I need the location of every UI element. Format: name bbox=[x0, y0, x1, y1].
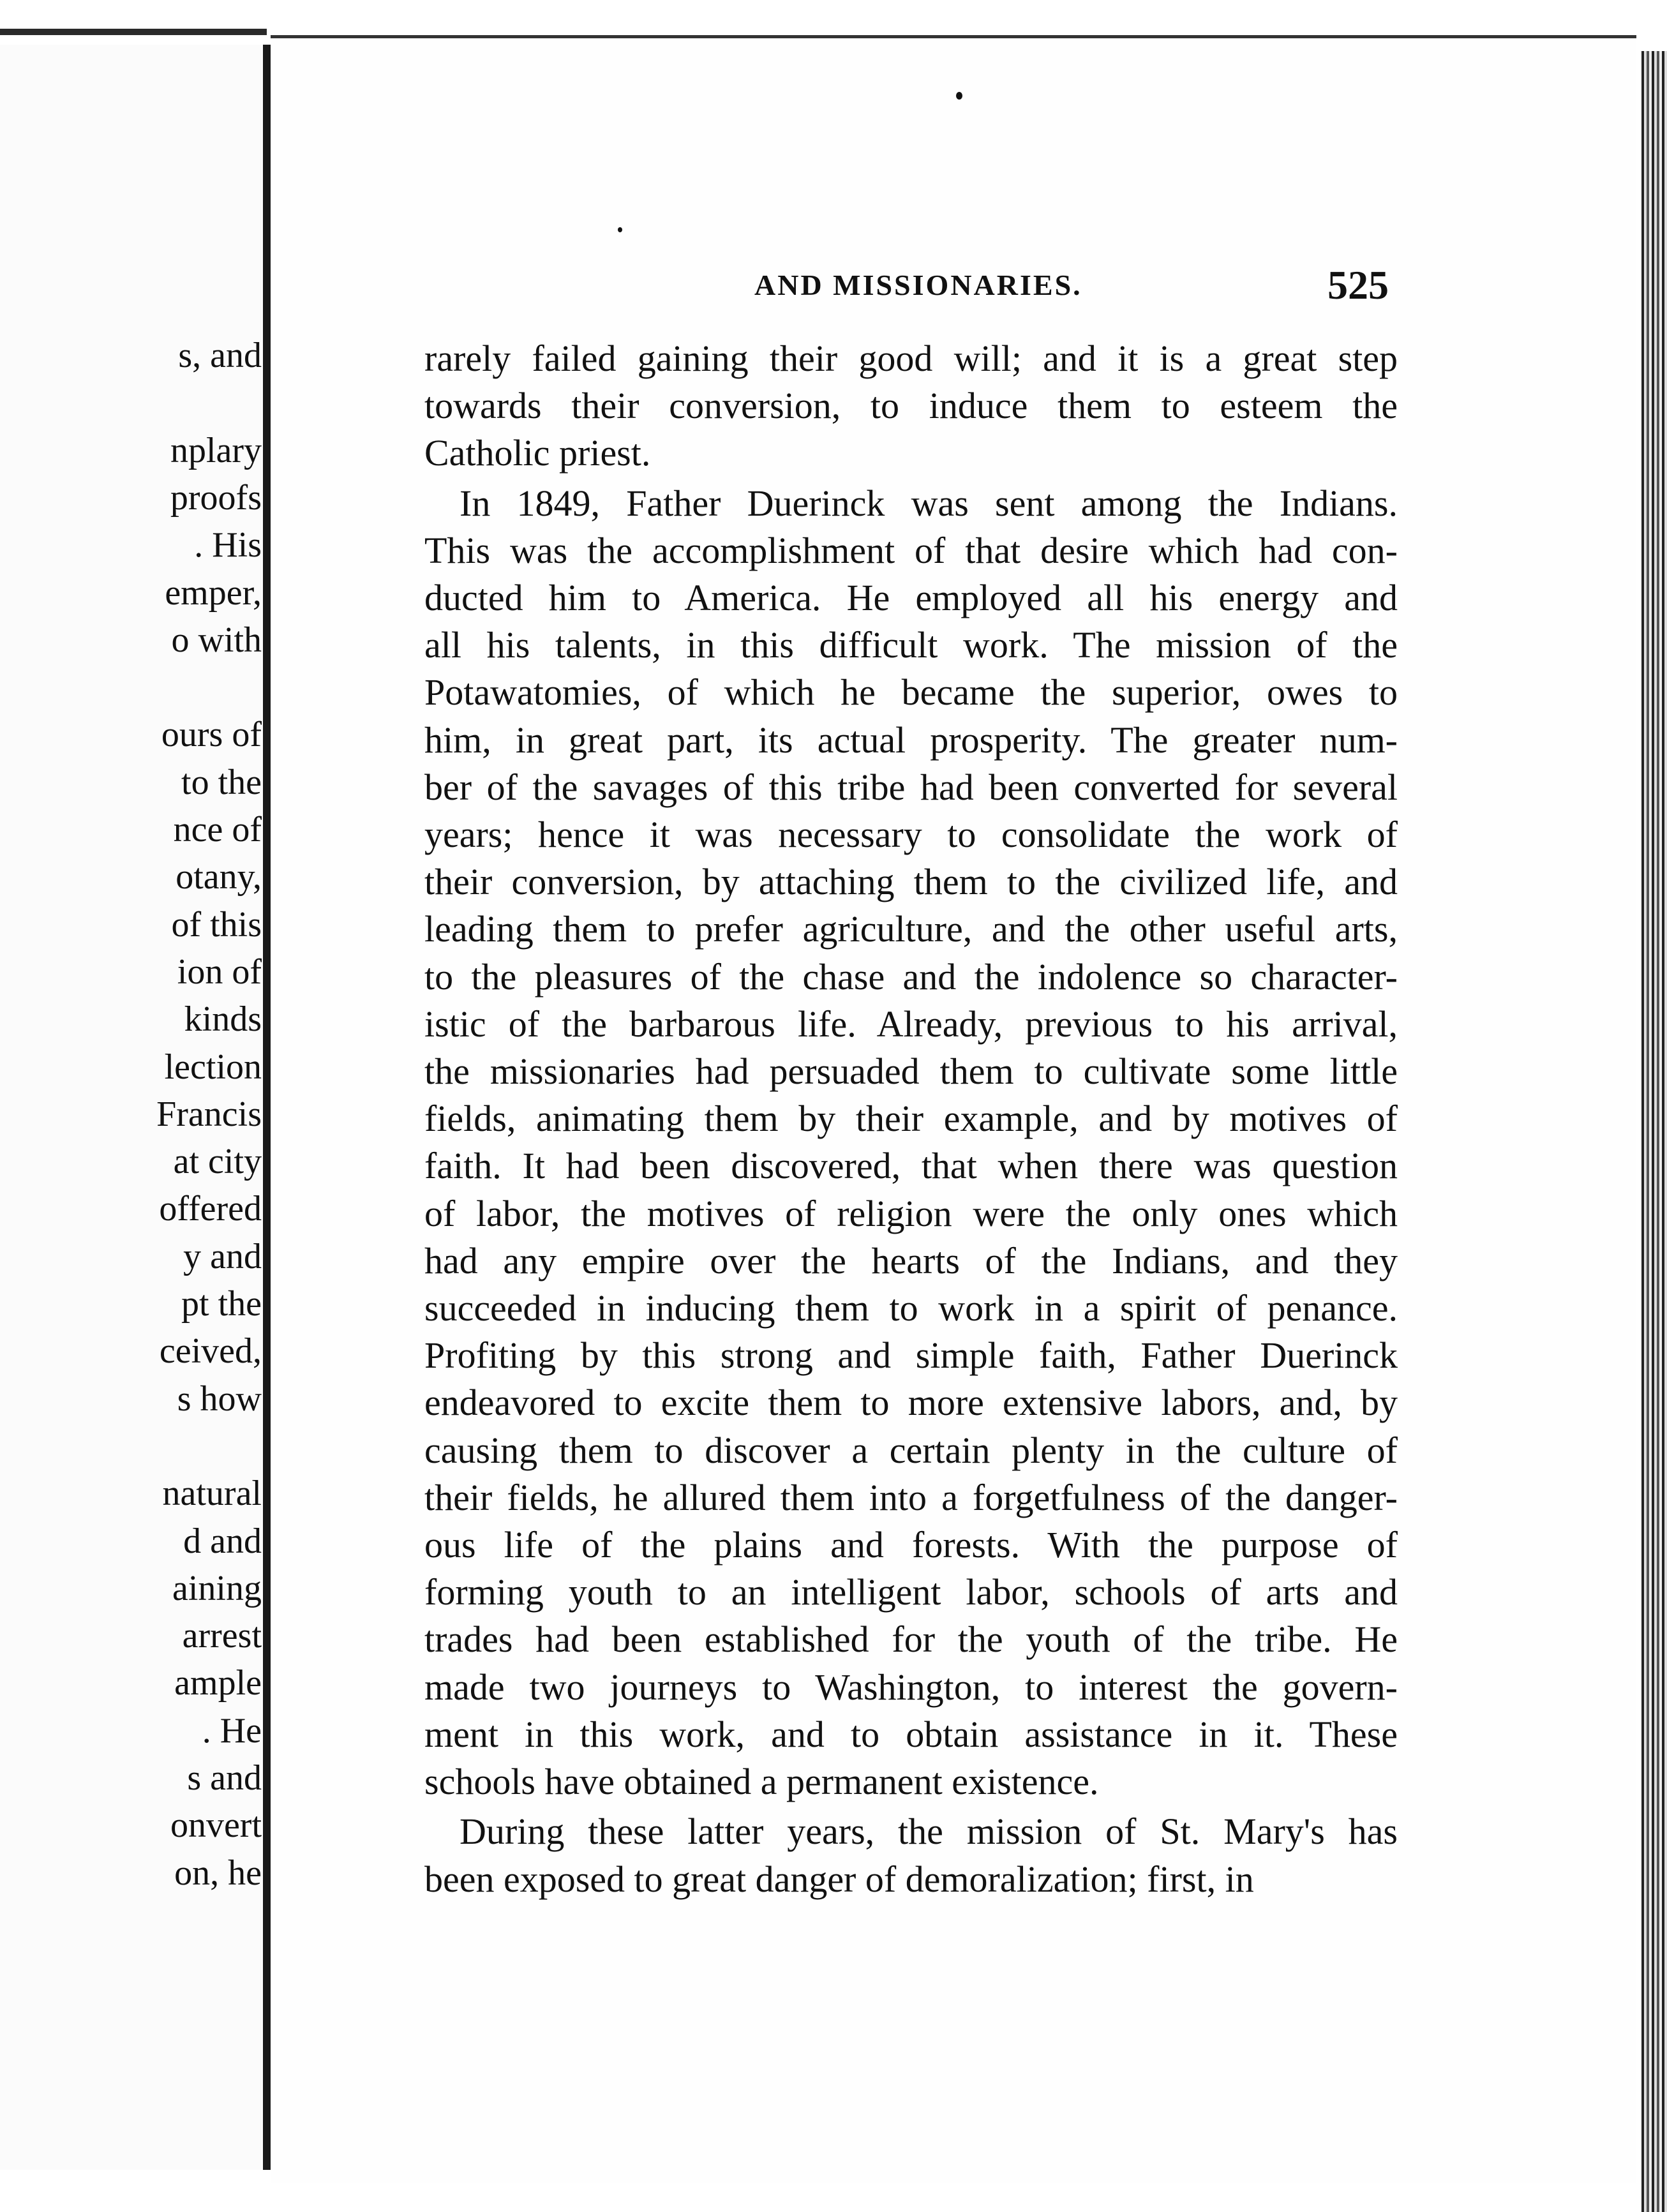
text-line: trades had been established for the youth of the tribe. He bbox=[424, 1618, 1398, 1661]
left-page-line: otany, bbox=[176, 857, 262, 897]
body-text bbox=[424, 335, 1398, 1903]
text-line: made two journeys to Washington, to interest the govern- bbox=[424, 1666, 1398, 1708]
left-page-line: onvert bbox=[170, 1805, 262, 1846]
text-line: istic of the barbarous life. Already, previous to his arrival, bbox=[424, 1003, 1398, 1045]
paragraph bbox=[424, 335, 1398, 477]
paragraph bbox=[424, 480, 1398, 1806]
left-page-line: on, he bbox=[174, 1853, 262, 1893]
text-line: In 1849, Father Duerinck was sent among the Indians. bbox=[460, 482, 1398, 524]
page-header bbox=[0, 262, 1667, 313]
text-line: ment in this work, and to obtain assistance in it. These bbox=[424, 1713, 1398, 1755]
paragraph bbox=[424, 1808, 1398, 1902]
left-page-line: ample bbox=[174, 1663, 262, 1703]
left-page-line: s how bbox=[177, 1379, 262, 1419]
text-line: leading them to prefer agriculture, and the other useful arts, bbox=[424, 908, 1398, 950]
ink-speck bbox=[956, 92, 962, 100]
text-line: fields, animating them by their example, and by motives of bbox=[424, 1098, 1398, 1140]
left-page-line: to the bbox=[181, 762, 262, 802]
text-line: towards their conversion, to induce them to esteem the bbox=[424, 385, 1398, 427]
text-line: Profiting by this strong and simple faith, Father Duerinck bbox=[424, 1334, 1398, 1377]
left-page-line: ion of bbox=[177, 952, 262, 992]
left-page-line: nplary bbox=[170, 430, 262, 470]
text-line: This was the accomplishment of that desire which had con- bbox=[424, 529, 1398, 571]
left-page-line: natural bbox=[162, 1474, 262, 1514]
text-line: causing them to discover a certain plenty in the culture of bbox=[424, 1429, 1398, 1471]
text-line: had any empire over the hearts of the Indians, and they bbox=[424, 1239, 1398, 1282]
text-line: all his talents, in this difficult work. The mission of the bbox=[424, 624, 1398, 666]
left-page-line: . He bbox=[202, 1710, 262, 1751]
page-number: 525 bbox=[1327, 262, 1389, 308]
text-line: him, in great part, its actual prosperity. The greater num- bbox=[424, 719, 1398, 761]
text-line: been exposed to great danger of demoralization; first, in bbox=[424, 1858, 1254, 1900]
text-line: rarely failed gaining their good will; and it is a great step bbox=[424, 338, 1398, 379]
running-head: AND MISSIONARIES. bbox=[754, 269, 1082, 301]
text-line: ous life of the plains and forests. With the purpose of bbox=[424, 1524, 1398, 1566]
left-page-line: nce of bbox=[173, 810, 262, 849]
left-page-line: . His bbox=[194, 525, 262, 565]
page-edge-stack bbox=[1641, 51, 1667, 2212]
left-page-line: proofs bbox=[170, 477, 262, 518]
left-page-line: arrest bbox=[182, 1616, 262, 1656]
left-page-line: ceived, bbox=[159, 1331, 262, 1371]
text-line: succeeded in inducing them to work in a spirit of penance. bbox=[424, 1287, 1398, 1329]
text-line: their fields, he allured them into a forgetfulness of the danger- bbox=[424, 1476, 1398, 1518]
text-line: to the pleasures of the chase and the indolence so character- bbox=[424, 955, 1398, 998]
left-page-line: kinds bbox=[184, 999, 262, 1040]
text-line: forming youth to an intelligent labor, schools of arts and bbox=[424, 1571, 1398, 1613]
left-page-line: s and bbox=[187, 1758, 262, 1798]
left-page-line: offered bbox=[159, 1189, 262, 1229]
text-line: endeavored to excite them to more extensive labors, and, by bbox=[424, 1382, 1398, 1424]
left-page-line: lection bbox=[164, 1047, 262, 1087]
left-page-line: at city bbox=[173, 1142, 262, 1182]
text-line: their conversion, by attaching them to the civilized life, and bbox=[424, 861, 1398, 903]
gutter-shadow bbox=[263, 45, 271, 2170]
left-page-line: d and bbox=[183, 1521, 262, 1561]
text-line: schools have obtained a permanent existence. bbox=[424, 1761, 1099, 1803]
text-line: Catholic priest. bbox=[424, 432, 651, 474]
left-page-line: s, and bbox=[178, 336, 262, 375]
text-line: During these latter years, the mission of St. Mary's has bbox=[460, 1811, 1398, 1853]
text-line: of labor, the motives of religion were the only ones which bbox=[424, 1192, 1398, 1234]
left-page-line: y and bbox=[183, 1236, 262, 1276]
left-page-line: ours of bbox=[161, 715, 262, 755]
left-page-line: of this bbox=[171, 904, 262, 945]
left-page-line: emper, bbox=[165, 572, 262, 613]
text-line: Potawatomies, of which he became the superior, owes to bbox=[424, 671, 1398, 714]
left-page-line: aining bbox=[172, 1568, 262, 1608]
text-line: ducted him to America. He employed all his energy and bbox=[424, 577, 1398, 619]
left-page-top-edge bbox=[0, 29, 267, 35]
ink-speck bbox=[618, 227, 622, 232]
text-line: faith. It had been discovered, that when there was question bbox=[424, 1145, 1398, 1187]
text-line: the missionaries had persuaded them to cultivate some little bbox=[424, 1050, 1398, 1093]
text-line: years; hence it was necessary to consolidate the work of bbox=[424, 814, 1398, 856]
left-page-line: Francis bbox=[156, 1094, 262, 1134]
left-page-line: o with bbox=[171, 620, 262, 660]
text-line: ber of the savages of this tribe had been converted for several bbox=[424, 766, 1398, 808]
left-page-line: pt the bbox=[181, 1284, 262, 1324]
